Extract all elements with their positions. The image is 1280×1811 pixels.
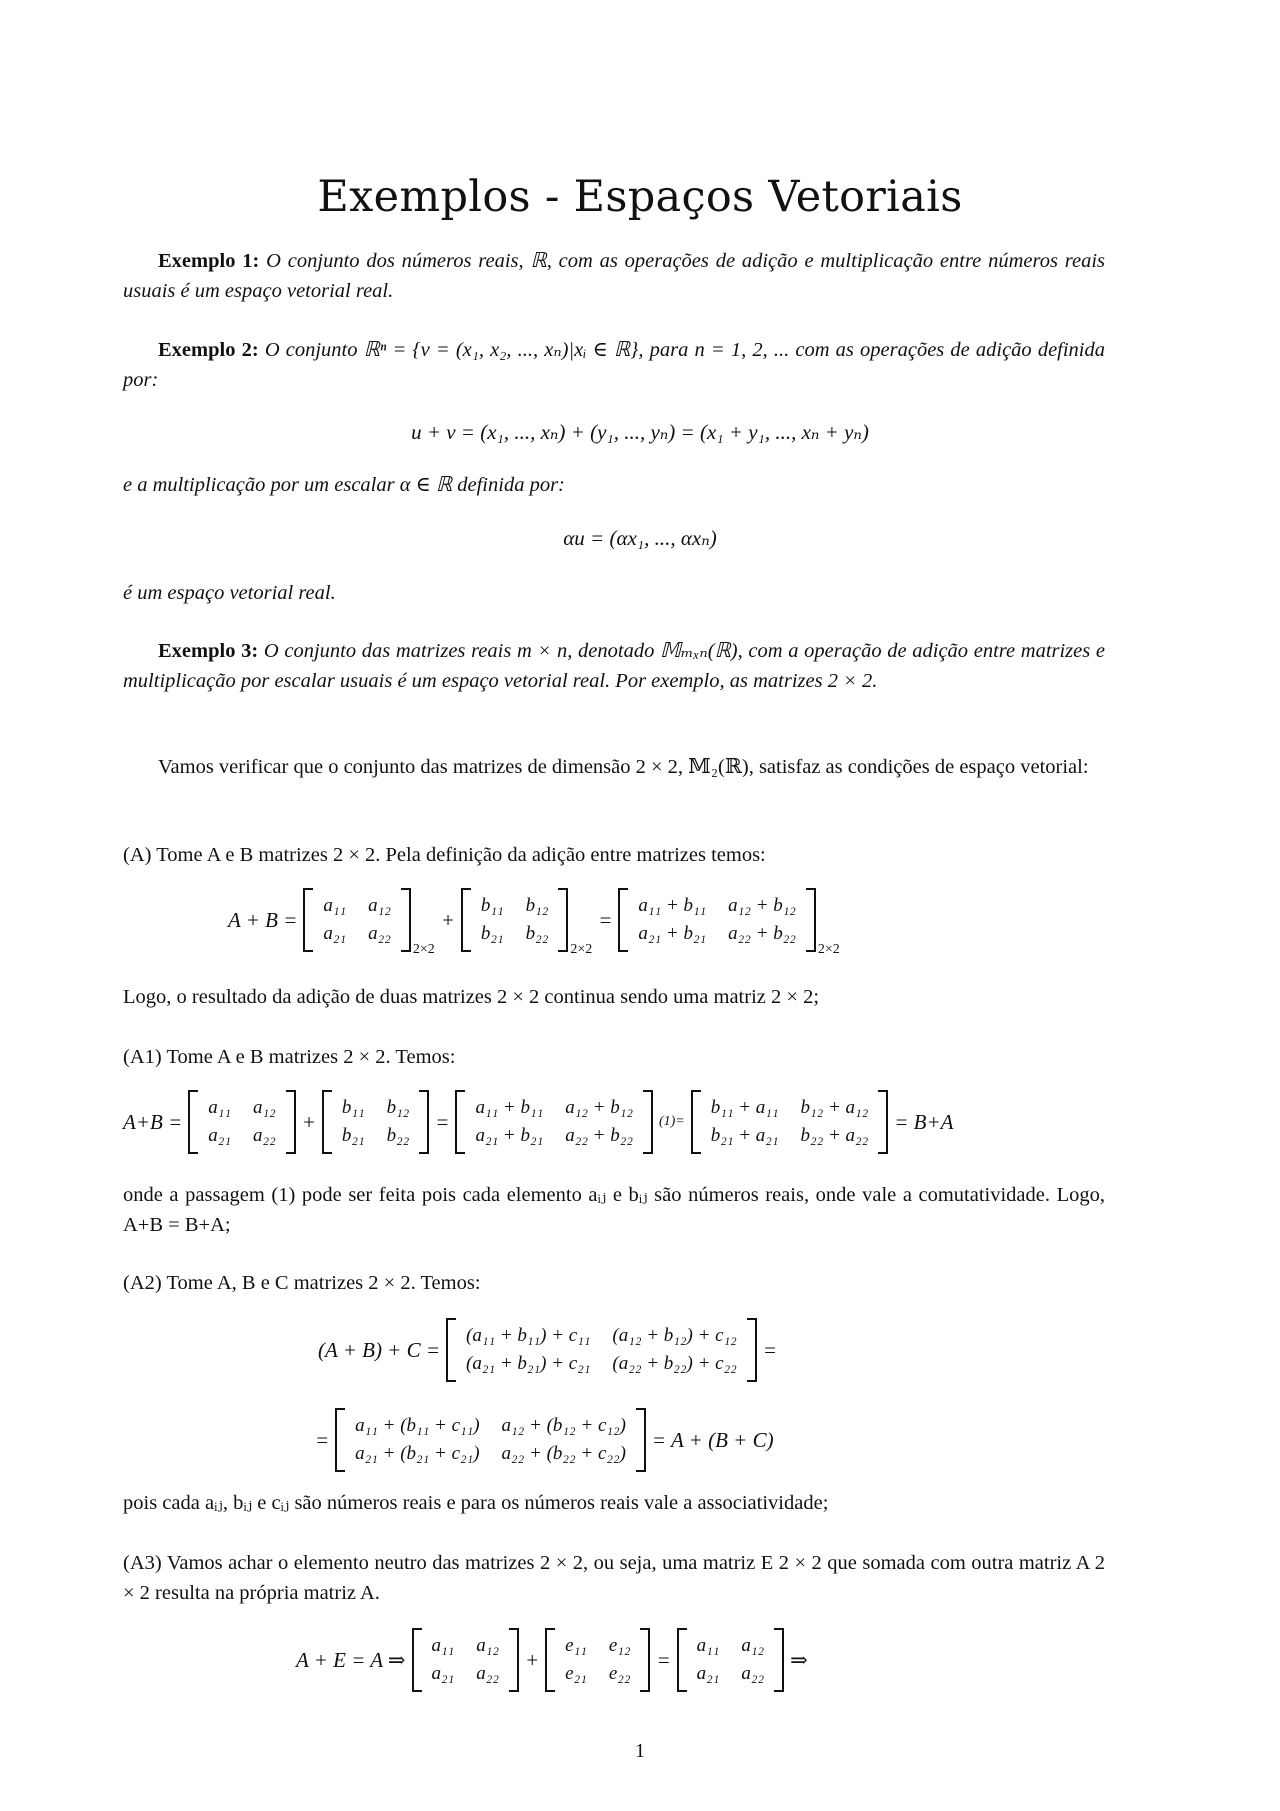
matrix-assoc-left: (a₁₁ + b₁₁) + c₁₁ (a₁₂ + b₁₂) + c₁₂ (a₂₁ + b₂₁) + c₂₁ (a₂₂ + b₂₂) + c₂₂ <box>446 1318 757 1382</box>
matrix-a: a₁₁ a₁₂ a₂₁ a₂₂ <box>412 1628 519 1692</box>
equation-a3: A + E = A ⇒ a₁₁ a₁₂ a₂₁ a₂₂ + e₁₁ e₁₂ e₂₁ e₂₂ = a₁₁ a₁₂ a₂₁ a₂₂ ⇒ <box>296 1628 808 1692</box>
matrix-b: b₁₁ b₁₂ b₂₁ b₂₂ 2×2 <box>461 888 592 952</box>
equation-a1: A+B = a₁₁ a₁₂ a₂₁ a₂₂ + b₁₁ b₁₂ b₂₁ b₂₂ = a₁₁ + b₁₁ a₁₂ + b₁₂ a₂₁ + b₂₁ a₂₂ + b₂₂ (1)= b₁₁ + a₁₁ b₁₂ + a₁₂ b₂₁ + a₂₁ b₂₂ + a₂₂ = B+A <box>123 1090 954 1154</box>
verify-paragraph: Vamos verificar que o conjunto das matrizes de dimensão 2 × 2, 𝕄₂(ℝ), satisfaz as condições de espaço vetorial: <box>158 756 1089 778</box>
section-a3-text: (A3) Vamos achar o elemento neutro das matrizes 2 × 2, ou seja, uma matriz E 2 × 2 que somada com outra matriz A 2 × 2 resulta na própria matriz A. <box>123 1552 1105 1604</box>
section-a-text: (A) Tome A e B matrizes 2 × 2. Pela definição da adição entre matrizes temos: <box>123 844 766 866</box>
matrix-a: a₁₁ a₁₂ a₂₁ a₂₂ 2×2 <box>303 888 434 952</box>
section-a-after: Logo, o resultado da adição de duas matrizes 2 × 2 continua sendo uma matriz 2 × 2; <box>123 986 820 1008</box>
section-a1-text: (A1) Tome A e B matrizes 2 × 2. Temos: <box>123 1046 456 1068</box>
commutativity-step: (1)= <box>658 1114 685 1129</box>
page-number: 1 <box>635 1740 645 1762</box>
example-3-label: Exemplo 3: <box>158 640 259 662</box>
matrix-assoc-right: a₁₁ + (b₁₁ + c₁₁) a₁₂ + (b₁₂ + c₁₂) a₂₁ + (b₂₁ + c₂₁) a₂₂ + (b₂₂ + c₂₂) <box>335 1408 646 1472</box>
equation-a2-line1: (A + B) + C = (a₁₁ + b₁₁) + c₁₁ (a₁₂ + b₁₂) + c₁₂ (a₂₁ + b₂₁) + c₂₁ (a₂₂ + b₂₂) + c₂₂ = <box>318 1318 777 1382</box>
page-title: Exemplos - Espaços Vetoriais <box>317 172 963 222</box>
example-3-text: O conjunto das matrizes reais m × n, denotado 𝕄ₘₓₙ(ℝ), com a operação de adição entre matrizes e multiplicação por escalar usuais é um espaço vetorial real. Por exemplo, as matrizes 2 × 2. <box>123 640 1106 692</box>
example-2-text: O conjunto ℝⁿ = {v = (x₁, x₂, ..., xₙ)|xᵢ ∈ ℝ}, para n = 1, 2, ... com as operações de adição definida por: <box>123 339 1106 391</box>
equation-a2-line2: = a₁₁ + (b₁₁ + c₁₁) a₁₂ + (b₁₂ + c₁₂) a₂₁ + (b₂₁ + c₂₁) a₂₂ + (b₂₂ + c₂₂) = A + (B + C) <box>315 1408 774 1472</box>
matrix-sum: a₁₁ + b₁₁ a₁₂ + b₁₂ a₂₁ + b₂₁ a₂₂ + b₂₂ 2×2 <box>618 888 839 952</box>
example-3 <box>123 636 1105 696</box>
example-2-label: Exemplo 2: <box>158 339 259 361</box>
section-a1-after: onde a passagem (1) pode ser feita pois cada elemento aᵢⱼ e bᵢⱼ são números reais, onde vale a comutatividade. Logo, A+B = B+A; <box>123 1184 1105 1236</box>
matrix-a-result: a₁₁ a₁₂ a₂₁ a₂₂ <box>677 1628 784 1692</box>
equation-addition: u + v = (x₁, ..., xₙ) + (y₁, ..., yₙ) = (x₁ + y₁, ..., xₙ + yₙ) <box>411 420 869 444</box>
matrix-sum-commuted: b₁₁ + a₁₁ b₁₂ + a₁₂ b₂₁ + a₂₁ b₂₂ + a₂₂ <box>691 1090 889 1154</box>
matrix-sum: a₁₁ + b₁₁ a₁₂ + b₁₂ a₂₁ + b₂₁ a₂₂ + b₂₂ <box>455 1090 653 1154</box>
matrix-e: e₁₁ e₁₂ e₂₁ e₂₂ <box>545 1628 650 1692</box>
example-1 <box>123 246 1105 306</box>
example-1-text: O conjunto dos números reais, ℝ, com as operações de adição e multiplicação entre números reais usuais é um espaço vetorial real. <box>123 250 1105 302</box>
equation-scalar: αu = (αx₁, ..., αxₙ) <box>563 526 717 550</box>
equation-a-lhs: A + B = <box>228 907 298 932</box>
section-a2-text: (A2) Tome A, B e C matrizes 2 × 2. Temos: <box>123 1272 481 1294</box>
matrix-a: a₁₁ a₁₂ a₂₁ a₂₂ <box>188 1090 295 1154</box>
example-2-text3: é um espaço vetorial real. <box>123 582 336 604</box>
example-1-label: Exemplo 1: <box>158 250 260 272</box>
matrix-b: b₁₁ b₁₂ b₂₁ b₂₂ <box>322 1090 429 1154</box>
equation-a: A + B = a₁₁ a₁₂ a₂₁ a₂₂ 2×2 + b₁₁ b₁₂ b₂₁ b₂₂ 2×2 = a₁₁ + b₁₁ a₁₂ + b₁₂ a₂₁ + b₂₁ a₂₂ + b₂₂ 2×2 <box>228 888 846 952</box>
example-2 <box>123 335 1105 395</box>
section-a2-after: pois cada aᵢⱼ, bᵢⱼ e cᵢⱼ são números reais e para os números reais vale a associatividade; <box>123 1492 829 1514</box>
example-2-text2: e a multiplicação por um escalar α ∈ ℝ definida por: <box>123 474 565 496</box>
